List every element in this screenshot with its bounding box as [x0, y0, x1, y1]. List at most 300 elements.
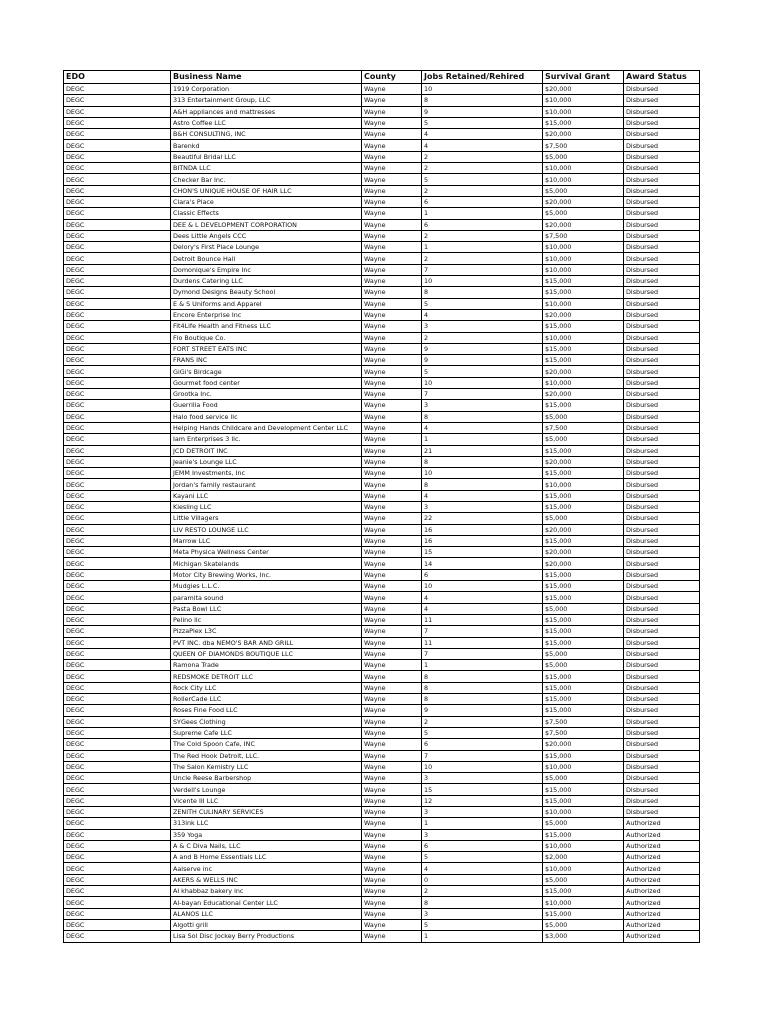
table-row — [64, 298, 700, 309]
status-cell: Authorized — [624, 908, 700, 919]
edo-cell: DEGC — [64, 829, 171, 840]
edo-cell: DEGC — [64, 468, 171, 479]
edo-cell: DEGC — [64, 411, 171, 422]
business-name-cell: Lisa Sol Disc Jockey Berry Productions — [171, 931, 362, 942]
county-cell: Wayne — [362, 411, 422, 422]
business-name-cell: Verdell's Lounge — [171, 784, 362, 795]
grant-cell: $15,000 — [543, 490, 624, 501]
table-row — [64, 727, 700, 738]
county-cell: Wayne — [362, 355, 422, 366]
county-cell: Wayne — [362, 818, 422, 829]
grant-cell: $15,000 — [543, 886, 624, 897]
table-row — [64, 931, 700, 942]
grant-cell: $3,000 — [543, 931, 624, 942]
county-cell: Wayne — [362, 603, 422, 614]
grant-cell: $5,000 — [543, 411, 624, 422]
grant-cell: $20,000 — [543, 309, 624, 320]
business-name-cell: 313ink LLC — [171, 818, 362, 829]
status-cell: Disbursed — [624, 513, 700, 524]
grant-cell: $10,000 — [543, 106, 624, 117]
county-cell: Wayne — [362, 129, 422, 140]
edo-cell: DEGC — [64, 840, 171, 851]
edo-cell: DEGC — [64, 660, 171, 671]
edo-cell: DEGC — [64, 106, 171, 117]
county-cell: Wayne — [362, 558, 422, 569]
table-row — [64, 219, 700, 230]
jobs-cell: 8 — [422, 479, 543, 490]
county-cell: Wayne — [362, 140, 422, 151]
table-row — [64, 716, 700, 727]
county-cell: Wayne — [362, 840, 422, 851]
county-cell: Wayne — [362, 389, 422, 400]
edo-cell: DEGC — [64, 535, 171, 546]
grant-cell: $10,000 — [543, 95, 624, 106]
grant-cell: $20,000 — [543, 196, 624, 207]
county-cell: Wayne — [362, 185, 422, 196]
edo-cell: DEGC — [64, 151, 171, 162]
county-cell: Wayne — [362, 739, 422, 750]
table-row — [64, 603, 700, 614]
table-row — [64, 276, 700, 287]
edo-cell: DEGC — [64, 389, 171, 400]
status-cell: Authorized — [624, 829, 700, 840]
jobs-cell: 8 — [422, 287, 543, 298]
grant-cell: $15,000 — [543, 535, 624, 546]
status-cell: Disbursed — [624, 298, 700, 309]
business-name-cell: Flo Boutique Co. — [171, 332, 362, 343]
jobs-cell: 14 — [422, 558, 543, 569]
column-header-edo: EDO — [64, 71, 171, 84]
edo-cell: DEGC — [64, 479, 171, 490]
status-cell: Disbursed — [624, 603, 700, 614]
edo-cell: DEGC — [64, 513, 171, 524]
business-name-cell: A and B Home Essentials LLC — [171, 852, 362, 863]
jobs-cell: 7 — [422, 626, 543, 637]
county-cell: Wayne — [362, 434, 422, 445]
table-row — [64, 919, 700, 930]
status-cell: Authorized — [624, 818, 700, 829]
status-cell: Disbursed — [624, 637, 700, 648]
county-cell: Wayne — [362, 400, 422, 411]
business-name-cell: Dees Little Angels CCC — [171, 230, 362, 241]
grant-cell: $5,000 — [543, 151, 624, 162]
jobs-cell: 1 — [422, 818, 543, 829]
jobs-cell: 3 — [422, 908, 543, 919]
column-header-business-name: Business Name — [171, 71, 362, 84]
business-name-cell: Ramona Trade — [171, 660, 362, 671]
jobs-cell: 3 — [422, 400, 543, 411]
jobs-cell: 15 — [422, 547, 543, 558]
table-row — [64, 490, 700, 501]
grant-cell: $5,000 — [543, 874, 624, 885]
table-row — [64, 761, 700, 772]
business-name-cell: Pasta Bowl LLC — [171, 603, 362, 614]
grant-cell: $15,000 — [543, 117, 624, 128]
county-cell: Wayne — [362, 886, 422, 897]
county-cell: Wayne — [362, 456, 422, 467]
edo-cell: DEGC — [64, 276, 171, 287]
jobs-cell: 5 — [422, 727, 543, 738]
business-name-cell: Mudgies L.L.C. — [171, 581, 362, 592]
jobs-cell: 9 — [422, 355, 543, 366]
grant-cell: $15,000 — [543, 445, 624, 456]
grant-cell: $20,000 — [543, 84, 624, 95]
business-name-cell: JEMM Investments, Inc — [171, 468, 362, 479]
business-name-cell: 1919 Corporation — [171, 84, 362, 95]
status-cell: Disbursed — [624, 592, 700, 603]
jobs-cell: 10 — [422, 468, 543, 479]
business-name-cell: Durdens Catering LLC — [171, 276, 362, 287]
table-row — [64, 626, 700, 637]
grant-cell: $10,000 — [543, 264, 624, 275]
business-name-cell: Meta Physica Wellness Center — [171, 547, 362, 558]
table-row — [64, 479, 700, 490]
county-cell: Wayne — [362, 151, 422, 162]
jobs-cell: 1 — [422, 660, 543, 671]
county-cell: Wayne — [362, 513, 422, 524]
county-cell: Wayne — [362, 208, 422, 219]
grant-cell: $15,000 — [543, 592, 624, 603]
county-cell: Wayne — [362, 524, 422, 535]
table-row — [64, 129, 700, 140]
edo-cell: DEGC — [64, 614, 171, 625]
jobs-cell: 3 — [422, 829, 543, 840]
status-cell: Authorized — [624, 886, 700, 897]
jobs-cell: 16 — [422, 524, 543, 535]
table-row — [64, 535, 700, 546]
edo-cell: DEGC — [64, 422, 171, 433]
business-name-cell: 359 Yoga — [171, 829, 362, 840]
table-row — [64, 174, 700, 185]
county-cell: Wayne — [362, 897, 422, 908]
jobs-cell: 8 — [422, 456, 543, 467]
grant-cell: $10,000 — [543, 298, 624, 309]
status-cell: Disbursed — [624, 377, 700, 388]
jobs-cell: 6 — [422, 739, 543, 750]
edo-cell: DEGC — [64, 761, 171, 772]
status-cell: Disbursed — [624, 185, 700, 196]
column-header-survival-grant: Survival Grant — [543, 71, 624, 84]
business-name-cell: Detroit Bounce Hall — [171, 253, 362, 264]
county-cell: Wayne — [362, 863, 422, 874]
status-cell: Disbursed — [624, 151, 700, 162]
edo-cell: DEGC — [64, 163, 171, 174]
edo-cell: DEGC — [64, 694, 171, 705]
table-row — [64, 422, 700, 433]
table-row — [64, 739, 700, 750]
edo-cell: DEGC — [64, 886, 171, 897]
table-row — [64, 434, 700, 445]
status-cell: Disbursed — [624, 84, 700, 95]
table-row — [64, 309, 700, 320]
jobs-cell: 3 — [422, 807, 543, 818]
table-row — [64, 908, 700, 919]
edo-cell: DEGC — [64, 309, 171, 320]
table-row — [64, 852, 700, 863]
county-cell: Wayne — [362, 332, 422, 343]
jobs-cell: 7 — [422, 648, 543, 659]
grant-cell: $15,000 — [543, 321, 624, 332]
business-name-cell: Rock City LLC — [171, 682, 362, 693]
table-row — [64, 163, 700, 174]
business-name-cell: QUEEN OF DIAMONDS BOUTIQUE LLC — [171, 648, 362, 659]
jobs-cell: 2 — [422, 151, 543, 162]
grant-cell: $15,000 — [543, 908, 624, 919]
business-name-cell: Roses Fine Food LLC — [171, 705, 362, 716]
jobs-cell: 5 — [422, 919, 543, 930]
jobs-cell: 4 — [422, 309, 543, 320]
business-name-cell: E & S Uniforms and Apparel — [171, 298, 362, 309]
edo-cell: DEGC — [64, 682, 171, 693]
county-cell: Wayne — [362, 468, 422, 479]
grant-cell: $15,000 — [543, 355, 624, 366]
jobs-cell: 6 — [422, 840, 543, 851]
business-name-cell: B&H CONSULTING, INC — [171, 129, 362, 140]
table-row — [64, 208, 700, 219]
county-cell: Wayne — [362, 637, 422, 648]
status-cell: Disbursed — [624, 581, 700, 592]
county-cell: Wayne — [362, 919, 422, 930]
status-cell: Disbursed — [624, 773, 700, 784]
jobs-cell: 4 — [422, 603, 543, 614]
edo-cell: DEGC — [64, 524, 171, 535]
table-row — [64, 411, 700, 422]
jobs-cell: 2 — [422, 230, 543, 241]
grant-cell: $2,000 — [543, 852, 624, 863]
county-cell: Wayne — [362, 547, 422, 558]
grant-cell: $20,000 — [543, 366, 624, 377]
county-cell: Wayne — [362, 535, 422, 546]
county-cell: Wayne — [362, 931, 422, 942]
grant-cell: $10,000 — [543, 479, 624, 490]
jobs-cell: 8 — [422, 897, 543, 908]
edo-cell: DEGC — [64, 490, 171, 501]
edo-cell: DEGC — [64, 355, 171, 366]
edo-cell: DEGC — [64, 445, 171, 456]
edo-cell: DEGC — [64, 321, 171, 332]
table-row — [64, 185, 700, 196]
jobs-cell: 10 — [422, 84, 543, 95]
grant-cell: $15,000 — [543, 694, 624, 705]
status-cell: Disbursed — [624, 626, 700, 637]
status-cell: Disbursed — [624, 242, 700, 253]
jobs-cell: 8 — [422, 694, 543, 705]
status-cell: Disbursed — [624, 716, 700, 727]
grant-cell: $15,000 — [543, 750, 624, 761]
grant-cell: $15,000 — [543, 581, 624, 592]
status-cell: Disbursed — [624, 501, 700, 512]
status-cell: Disbursed — [624, 456, 700, 467]
status-cell: Disbursed — [624, 535, 700, 546]
business-name-cell: Supreme Cafe LLC — [171, 727, 362, 738]
jobs-cell: 10 — [422, 377, 543, 388]
county-cell: Wayne — [362, 264, 422, 275]
business-name-cell: AKERS & WELLS INC — [171, 874, 362, 885]
business-name-cell: SYGees Clothing — [171, 716, 362, 727]
jobs-cell: 6 — [422, 196, 543, 207]
business-name-cell: The Salon Kemistry LLC — [171, 761, 362, 772]
status-cell: Disbursed — [624, 434, 700, 445]
status-cell: Disbursed — [624, 547, 700, 558]
grant-cell: $20,000 — [543, 558, 624, 569]
status-cell: Disbursed — [624, 355, 700, 366]
edo-cell: DEGC — [64, 897, 171, 908]
grant-cell: $10,000 — [543, 253, 624, 264]
table-row — [64, 196, 700, 207]
business-name-cell: DEE & L DEVELOPMENT CORPORATION — [171, 219, 362, 230]
table-row — [64, 321, 700, 332]
table-row — [64, 637, 700, 648]
grant-cell: $20,000 — [543, 547, 624, 558]
edo-cell: DEGC — [64, 434, 171, 445]
status-cell: Disbursed — [624, 490, 700, 501]
grant-cell: $5,000 — [543, 185, 624, 196]
edo-cell: DEGC — [64, 558, 171, 569]
jobs-cell: 4 — [422, 140, 543, 151]
status-cell: Disbursed — [624, 614, 700, 625]
county-cell: Wayne — [362, 343, 422, 354]
status-cell: Disbursed — [624, 264, 700, 275]
county-cell: Wayne — [362, 773, 422, 784]
county-cell: Wayne — [362, 648, 422, 659]
header-row — [64, 71, 700, 84]
jobs-cell: 5 — [422, 852, 543, 863]
edo-cell: DEGC — [64, 174, 171, 185]
edo-cell: DEGC — [64, 117, 171, 128]
county-cell: Wayne — [362, 908, 422, 919]
edo-cell: DEGC — [64, 366, 171, 377]
status-cell: Disbursed — [624, 163, 700, 174]
jobs-cell: 1 — [422, 208, 543, 219]
county-cell: Wayne — [362, 106, 422, 117]
jobs-cell: 9 — [422, 106, 543, 117]
edo-cell: DEGC — [64, 456, 171, 467]
jobs-cell: 3 — [422, 501, 543, 512]
edo-cell: DEGC — [64, 196, 171, 207]
table-row — [64, 468, 700, 479]
grant-cell: $5,000 — [543, 648, 624, 659]
business-name-cell: Jeanie's Lounge LLC — [171, 456, 362, 467]
grant-cell: $15,000 — [543, 829, 624, 840]
jobs-cell: 6 — [422, 569, 543, 580]
edo-cell: DEGC — [64, 343, 171, 354]
table-row — [64, 343, 700, 354]
business-name-cell: Motor City Brewing Works, Inc. — [171, 569, 362, 580]
edo-cell: DEGC — [64, 852, 171, 863]
table-row — [64, 886, 700, 897]
status-cell: Disbursed — [624, 174, 700, 185]
business-name-cell: REDSMOKE DETROIT LLC — [171, 671, 362, 682]
edo-cell: DEGC — [64, 795, 171, 806]
county-cell: Wayne — [362, 626, 422, 637]
grant-cell: $15,000 — [543, 276, 624, 287]
grant-cell: $20,000 — [543, 129, 624, 140]
grant-cell: $20,000 — [543, 456, 624, 467]
grant-cell: $15,000 — [543, 569, 624, 580]
jobs-cell: 11 — [422, 637, 543, 648]
business-name-cell: paramita sound — [171, 592, 362, 603]
status-cell: Disbursed — [624, 117, 700, 128]
business-name-cell: Halo food service llc — [171, 411, 362, 422]
status-cell: Disbursed — [624, 694, 700, 705]
grant-cell: $15,000 — [543, 671, 624, 682]
edo-cell: DEGC — [64, 807, 171, 818]
jobs-cell: 7 — [422, 750, 543, 761]
table-row — [64, 614, 700, 625]
county-cell: Wayne — [362, 569, 422, 580]
jobs-cell: 15 — [422, 784, 543, 795]
grant-cell: $10,000 — [543, 840, 624, 851]
edo-cell: DEGC — [64, 931, 171, 942]
grant-cell: $15,000 — [543, 501, 624, 512]
status-cell: Disbursed — [624, 309, 700, 320]
business-name-cell: Vicente III LLC — [171, 795, 362, 806]
county-cell: Wayne — [362, 761, 422, 772]
edo-cell: DEGC — [64, 298, 171, 309]
edo-cell: DEGC — [64, 219, 171, 230]
edo-cell: DEGC — [64, 185, 171, 196]
business-name-cell: Michigan Skatelands — [171, 558, 362, 569]
jobs-cell: 7 — [422, 264, 543, 275]
table-row — [64, 117, 700, 128]
county-cell: Wayne — [362, 829, 422, 840]
edo-cell: DEGC — [64, 581, 171, 592]
table-row — [64, 287, 700, 298]
county-cell: Wayne — [362, 309, 422, 320]
grant-cell: $15,000 — [543, 637, 624, 648]
status-cell: Disbursed — [624, 445, 700, 456]
county-cell: Wayne — [362, 253, 422, 264]
table-row — [64, 773, 700, 784]
status-cell: Authorized — [624, 874, 700, 885]
status-cell: Disbursed — [624, 332, 700, 343]
county-cell: Wayne — [362, 727, 422, 738]
county-cell: Wayne — [362, 230, 422, 241]
jobs-cell: 4 — [422, 129, 543, 140]
grant-cell: $20,000 — [543, 739, 624, 750]
grant-cell: $15,000 — [543, 682, 624, 693]
status-cell: Disbursed — [624, 343, 700, 354]
county-cell: Wayne — [362, 276, 422, 287]
jobs-cell: 9 — [422, 705, 543, 716]
table-body — [64, 84, 700, 943]
county-cell: Wayne — [362, 716, 422, 727]
business-name-cell: The Red Hook Detroit, LLC. — [171, 750, 362, 761]
jobs-cell: 0 — [422, 874, 543, 885]
table-row — [64, 389, 700, 400]
edo-cell: DEGC — [64, 908, 171, 919]
grant-cell: $20,000 — [543, 389, 624, 400]
business-name-cell: Barenkd — [171, 140, 362, 151]
business-name-cell: Grootka Inc. — [171, 389, 362, 400]
grant-cell: $7,500 — [543, 716, 624, 727]
business-name-cell: Fit4Life Health and Fitness LLC — [171, 321, 362, 332]
business-name-cell: FRANS INC — [171, 355, 362, 366]
grant-cell: $5,000 — [543, 818, 624, 829]
status-cell: Authorized — [624, 931, 700, 942]
business-name-cell: ZENITH CULINARY SERVICES — [171, 807, 362, 818]
table-row — [64, 807, 700, 818]
business-name-cell: Helping Hands Childcare and Development Center LLC — [171, 422, 362, 433]
business-name-cell: Uncle Reese Barbershop — [171, 773, 362, 784]
status-cell: Disbursed — [624, 400, 700, 411]
status-cell: Disbursed — [624, 660, 700, 671]
edo-cell: DEGC — [64, 773, 171, 784]
business-name-cell: Iam Enterprises 3 llc. — [171, 434, 362, 445]
jobs-cell: 7 — [422, 389, 543, 400]
grant-cell: $15,000 — [543, 784, 624, 795]
status-cell: Disbursed — [624, 253, 700, 264]
